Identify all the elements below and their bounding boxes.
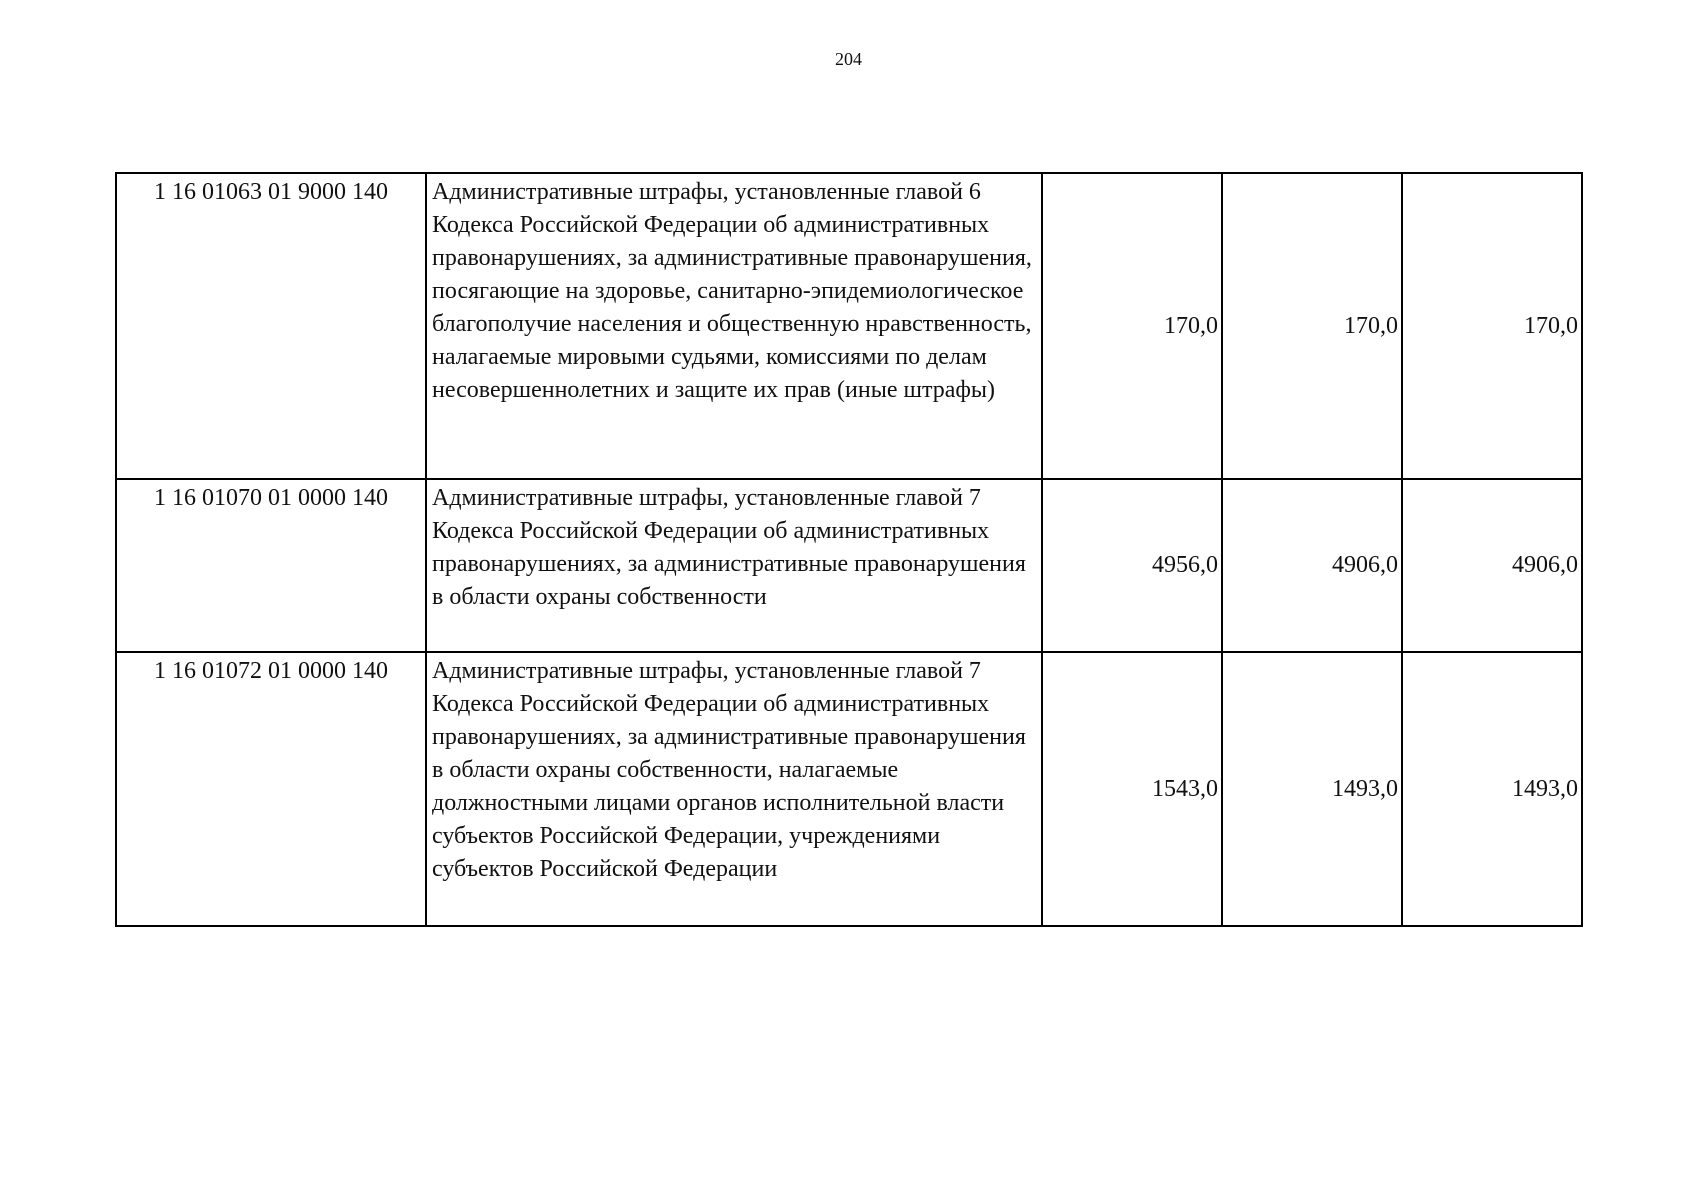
amount-cell-year-1: 1543,0 <box>1042 652 1222 926</box>
amount-cell-year-2: 1493,0 <box>1222 652 1402 926</box>
budget-code-cell: 1 16 01070 01 0000 140 <box>116 479 426 652</box>
amount-cell-year-1: 170,0 <box>1042 173 1222 479</box>
amount-cell-year-3: 4906,0 <box>1402 479 1582 652</box>
amount-cell-year-2: 170,0 <box>1222 173 1402 479</box>
amount-cell-year-1: 4956,0 <box>1042 479 1222 652</box>
description-cell: Административные штрафы, установленные главой 7 Кодекса Российской Федерации об административных правонарушениях, за административные правонарушения в области охраны собственности <box>426 479 1042 652</box>
amount-cell-year-3: 1493,0 <box>1402 652 1582 926</box>
description-cell: Административные штрафы, установленные главой 7 Кодекса Российской Федерации об административных правонарушениях, за административные правонарушения в области охраны собственности, налагаемые должностными лицами органов исполнительной власти субъектов Российской Федерации, учреждениями субъектов Российской Федерации <box>426 652 1042 926</box>
table-row <box>116 652 1582 926</box>
description-cell: Административные штрафы, установленные главой 6 Кодекса Российской Федерации об административных правонарушениях, за административные правонарушения, посягающие на здоровье, санитарно-эпидемиологическое благополучие населения и общественную нравственность, налагаемые мировыми судьями, комиссиями по делам несовершеннолетних и защите их прав (иные штрафы) <box>426 173 1042 479</box>
budget-code-cell: 1 16 01063 01 9000 140 <box>116 173 426 479</box>
table-row <box>116 173 1582 479</box>
amount-cell-year-3: 170,0 <box>1402 173 1582 479</box>
table-row <box>116 479 1582 652</box>
amount-cell-year-2: 4906,0 <box>1222 479 1402 652</box>
page-number: 204 <box>835 49 862 69</box>
budget-code-cell: 1 16 01072 01 0000 140 <box>116 652 426 926</box>
budget-revenue-table <box>115 172 1583 927</box>
